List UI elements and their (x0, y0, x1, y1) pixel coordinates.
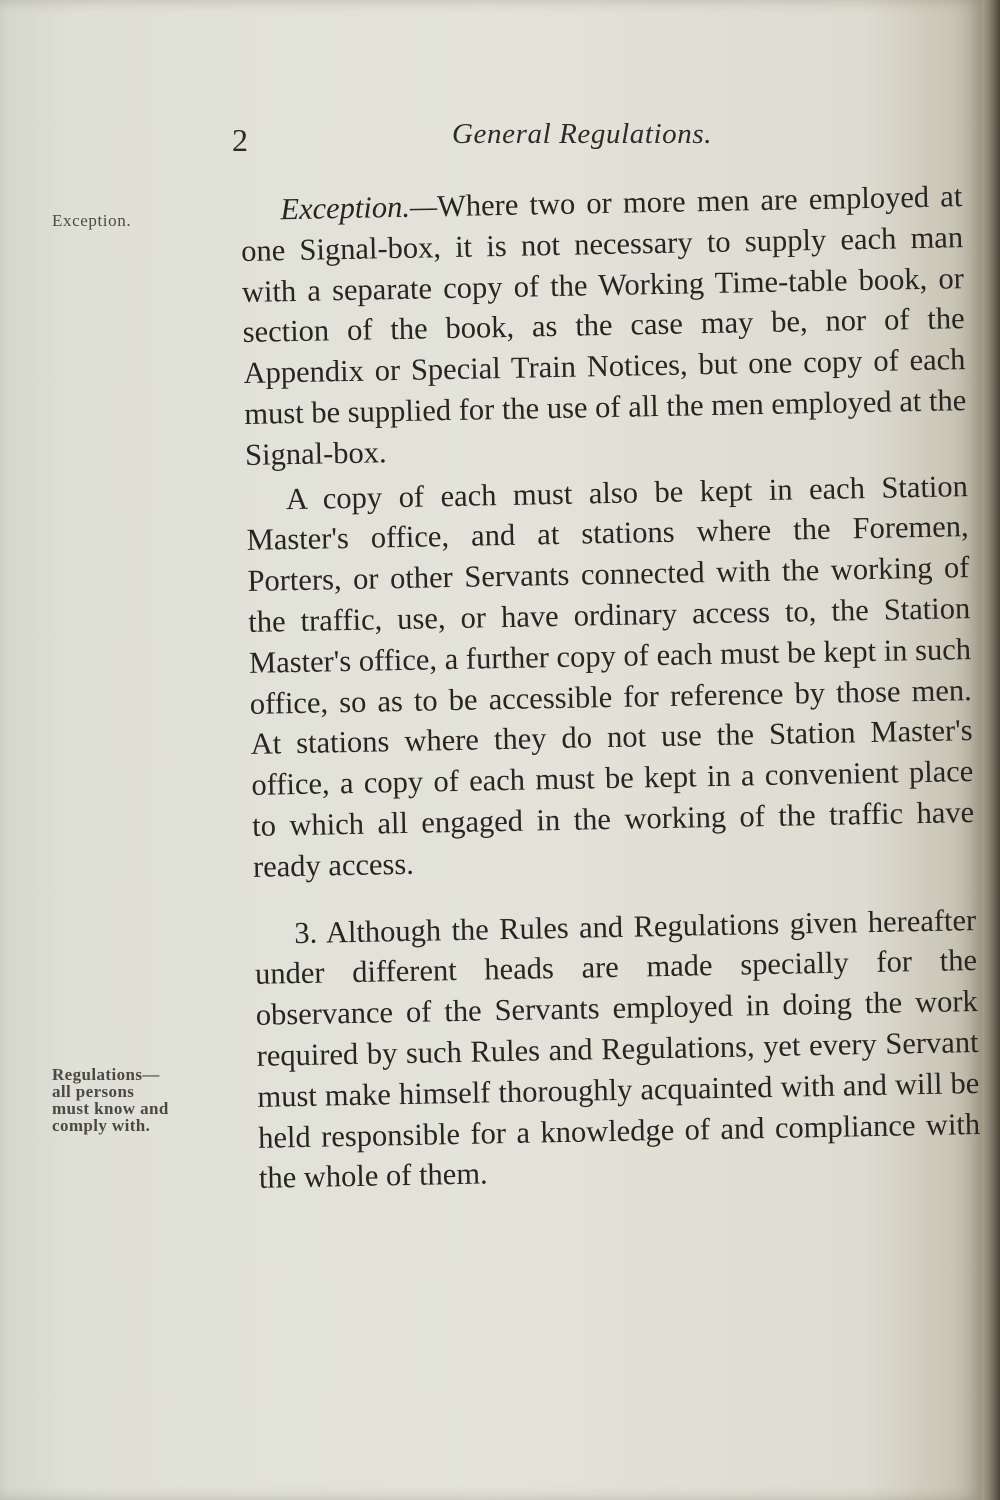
margin-note-line: comply with. (52, 1116, 151, 1135)
margin-note-exception: Exception. (52, 211, 132, 230)
page-number: 2 (232, 122, 248, 158)
page-edge (982, 0, 1000, 1500)
running-head: General Regulations. (452, 118, 713, 150)
margin-note-line: Regulations— (52, 1065, 160, 1084)
rule-3-text: 3. Although the Rules and Regulations given hereafter under different heads are made specially for the observance of the Servants employed in doing the work required by such Rules and Regulations, yet every Servant must make himself thoroughly acquainted with and will be held responsible for a knowledge of and compliance with the whole of them. (254, 902, 981, 1196)
paragraph-rule-3 (254, 900, 981, 1199)
exception-body: Where two or more men are employed at one Signal-box, it is not necessary to supply each man with a separate copy of the Working Time-table book, or section of the book, as the case may be, nor of the Appendix or Special Train Notices, but one copy of each must be supplied for the use of all the men employed at the Signal-box. (240, 179, 967, 472)
margin-note-regulations (52, 1066, 169, 1134)
body-text (240, 176, 981, 1199)
copy-kept-text: A copy of each must also be kept in each Station Master's office, and at stations where the Foremen, Porters, or other Servants connected with the working of the traffic, use, or have ordinary access to, the Station Master's office, a further copy of each must be kept in such office, so as to be accessible for reference by those men. At stations where they do not use the Station Master's office, a copy of each must be kept in a convenient place to which all engaged in the working of the traffic have ready access. (246, 468, 975, 884)
margin-note-line: all persons (52, 1082, 135, 1101)
paragraph-copy-kept (246, 466, 976, 888)
margin-note-line: must know and (52, 1099, 169, 1118)
paragraph-exception (240, 176, 967, 475)
exception-lead: Exception.— (280, 189, 438, 227)
